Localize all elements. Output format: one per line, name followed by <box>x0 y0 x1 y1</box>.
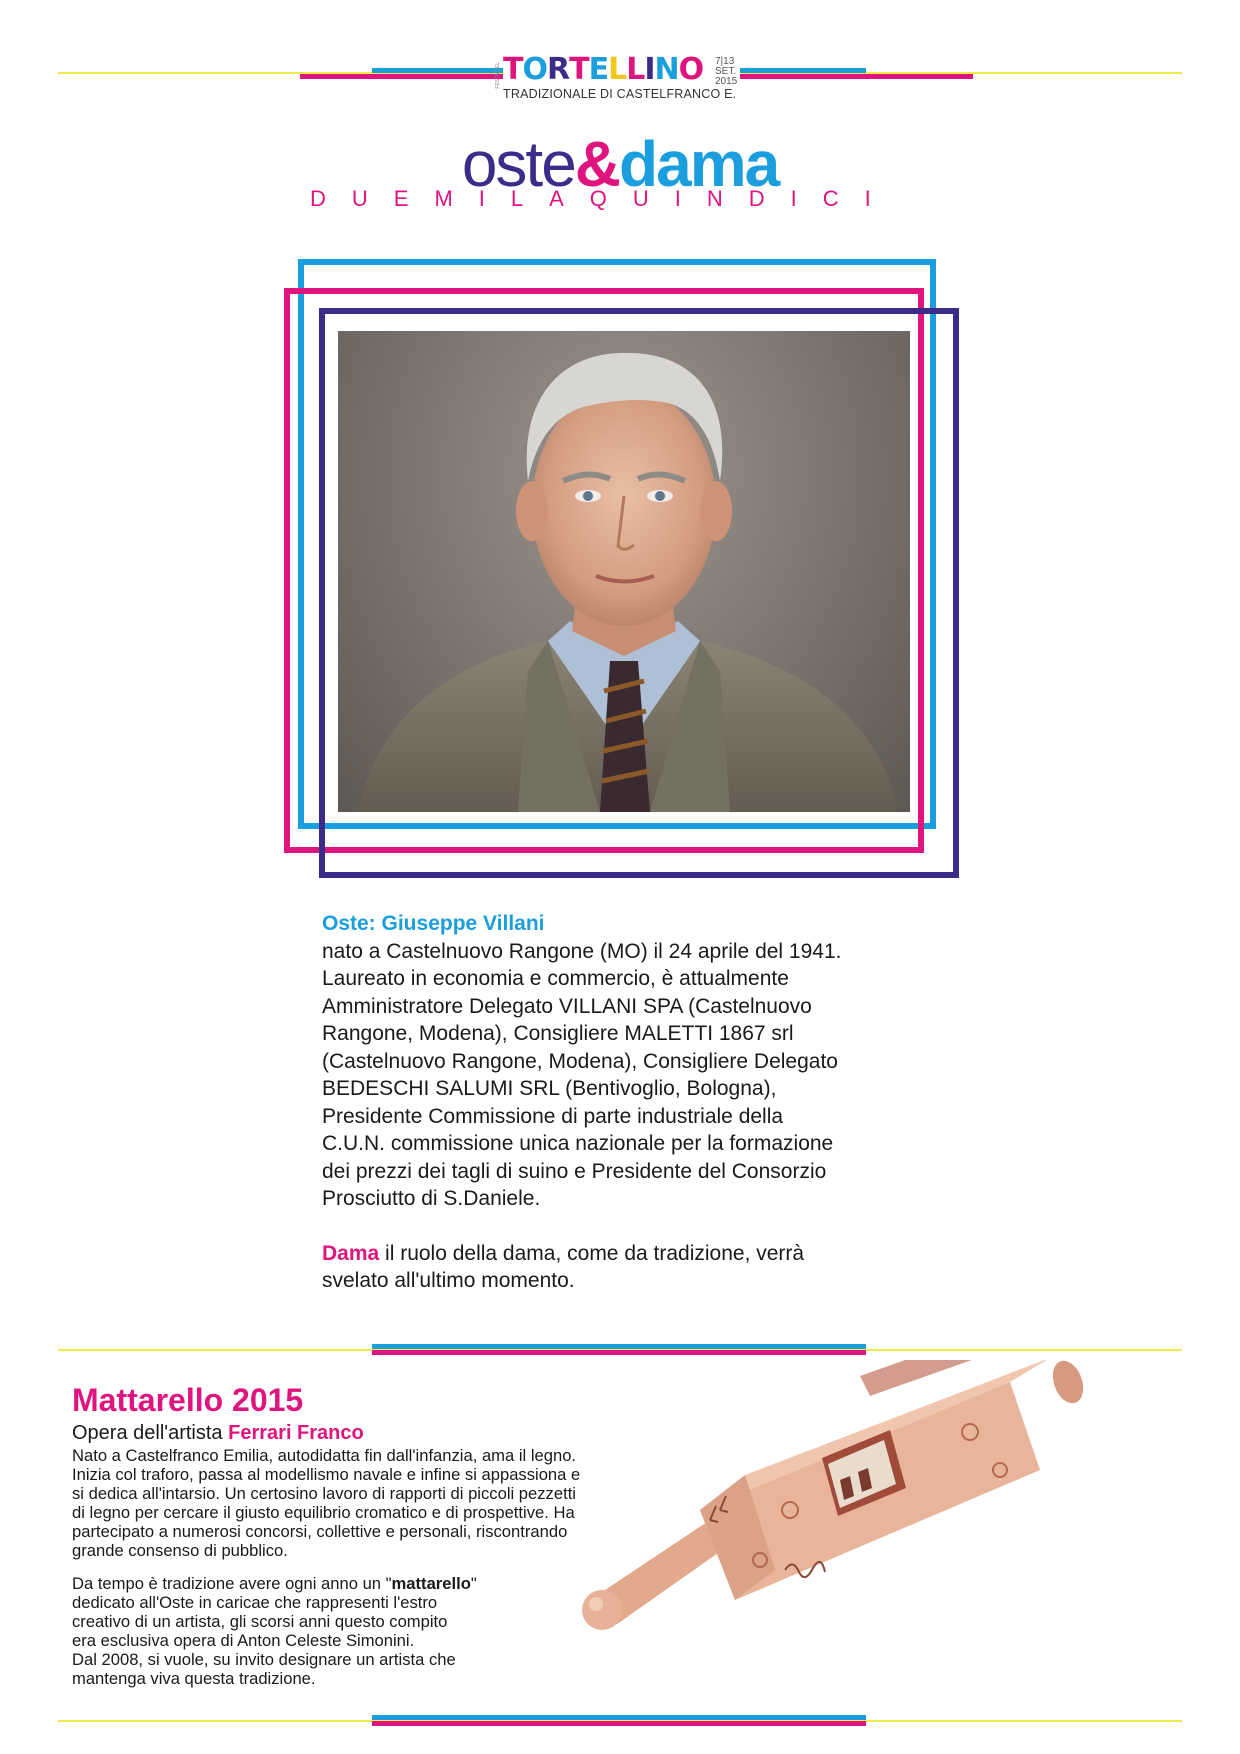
logo-date-year: 2015 <box>715 76 738 87</box>
section-bar-cyan <box>372 1344 866 1349</box>
desc-line: mantenga viva questa tradizione. <box>72 1669 316 1688</box>
bio-line: dei prezzi dei tagli di suino e Presidente del Consorzio <box>322 1159 827 1183</box>
logo-dates <box>715 57 737 87</box>
logo-letter: O <box>522 52 547 87</box>
bio-line: Laureato in economia e commercio, è attualmente <box>322 967 789 990</box>
bio-line: Amministratore Delegato VILLANI SPA (Castelnuovo <box>322 994 812 1018</box>
logo-letter: T <box>569 52 589 87</box>
logo-letter: T <box>503 52 523 87</box>
oste-biography <box>322 910 922 1295</box>
bottom-bar-magenta <box>372 1721 866 1726</box>
top-bar-magenta-right <box>740 74 973 79</box>
desc-line: dedicato all'Oste in caricae che rappresenti l'estro <box>72 1593 438 1612</box>
title-year: DUEMILAQUINDICI <box>310 186 897 211</box>
bottom-bar-cyan <box>372 1715 866 1720</box>
logo-date-range: 7|13 <box>715 56 735 67</box>
logo-date-month: SET. <box>715 66 737 77</box>
logo-wordmark <box>503 52 703 87</box>
desc-line: Nato a Castelfranco Emilia, autodidatta fin dall'infanzia, ama il legno. <box>72 1446 577 1465</box>
bio-line: BEDESCHI SALUMI SRL (Bentivoglio, Bologna), <box>322 1077 777 1100</box>
mattarello-title: Mattarello 2015 <box>72 1382 304 1418</box>
desc-line: creativo di un artista, gli scorsi anni questo compito <box>72 1612 448 1631</box>
dama-line-1 <box>322 1240 922 1268</box>
section-bar-magenta <box>372 1350 866 1355</box>
festival-logo <box>495 52 739 101</box>
desc-line: si dedica all'intarsio. Un certosino lavoro di rapporti di piccoli pezzetti <box>72 1484 576 1503</box>
dama-line-2: svelato all'ultimo momento. <box>322 1269 575 1292</box>
desc-line: era esclusiva opera di Anton Celeste Simonini. <box>72 1631 415 1650</box>
logo-letter: I <box>644 52 655 87</box>
mattarello-subtitle <box>72 1422 364 1445</box>
artist-name: Ferrari Franco <box>228 1422 364 1444</box>
logo-tiny-label: FESTA DEL <box>495 62 501 89</box>
bio-line: Prosciutto di S.Daniele. <box>322 1187 541 1210</box>
logo-letter: E <box>588 52 609 87</box>
desc-line: partecipato a numerosi concorsi, collettive e personali, riscontrando <box>72 1522 568 1541</box>
logo-letter: N <box>654 52 679 87</box>
bio-line: Presidente Commissione di parte industriale della <box>322 1104 784 1128</box>
mattarello-image <box>560 1360 1120 1660</box>
bio-line: nato a Castelnuovo Rangone (MO) il 24 aprile del 1941. <box>322 939 842 963</box>
portrait-illustration <box>338 331 910 812</box>
logo-subtitle: TRADIZIONALE DI CASTELFRANCO E. <box>503 87 737 101</box>
logo-letter: L <box>608 52 627 87</box>
oste-name: Oste: Giuseppe Villani <box>322 912 545 935</box>
logo-letter: O <box>678 52 704 87</box>
tradition-bold: mattarello <box>391 1574 471 1593</box>
logo-letter: R <box>546 52 570 87</box>
tradition-prefix: Da tempo è tradizione avere ogni anno un " <box>72 1574 392 1593</box>
tradition-suffix: " <box>470 1574 477 1593</box>
desc-line: Inizia col traforo, passa al modellismo navale e infine si appassiona e <box>72 1465 581 1484</box>
bio-line: Rangone, Modena), Consigliere MALETTI 1867 srl <box>322 1022 794 1045</box>
dama-text: il ruolo della dama, come da tradizione, verrà <box>379 1241 805 1265</box>
title-ampersand: & <box>574 128 619 200</box>
bio-line: (Castelnuovo Rangone, Modena), Consigliere Delegato <box>322 1049 838 1073</box>
dama-label: Dama <box>322 1241 380 1265</box>
portrait-photo <box>338 331 910 812</box>
desc-line: di legno per cercare il giusto equilibrio cromatico e di prospettive. Ha <box>72 1503 575 1522</box>
artist-prefix: Opera dell'artista <box>72 1422 229 1444</box>
top-bar-cyan-right <box>740 68 866 73</box>
desc-line: Dal 2008, si vuole, su invito designare un artista che <box>72 1650 456 1669</box>
title-dama: dama <box>619 128 779 200</box>
logo-letter: L <box>626 52 645 87</box>
title-oste: oste <box>461 128 575 200</box>
bio-line: C.U.N. commissione unica nazionale per la formazione <box>322 1132 834 1155</box>
desc-line: grande consenso di pubblico. <box>72 1541 288 1560</box>
top-bar-cyan-left <box>372 68 503 73</box>
top-bar-magenta-left <box>300 74 503 79</box>
